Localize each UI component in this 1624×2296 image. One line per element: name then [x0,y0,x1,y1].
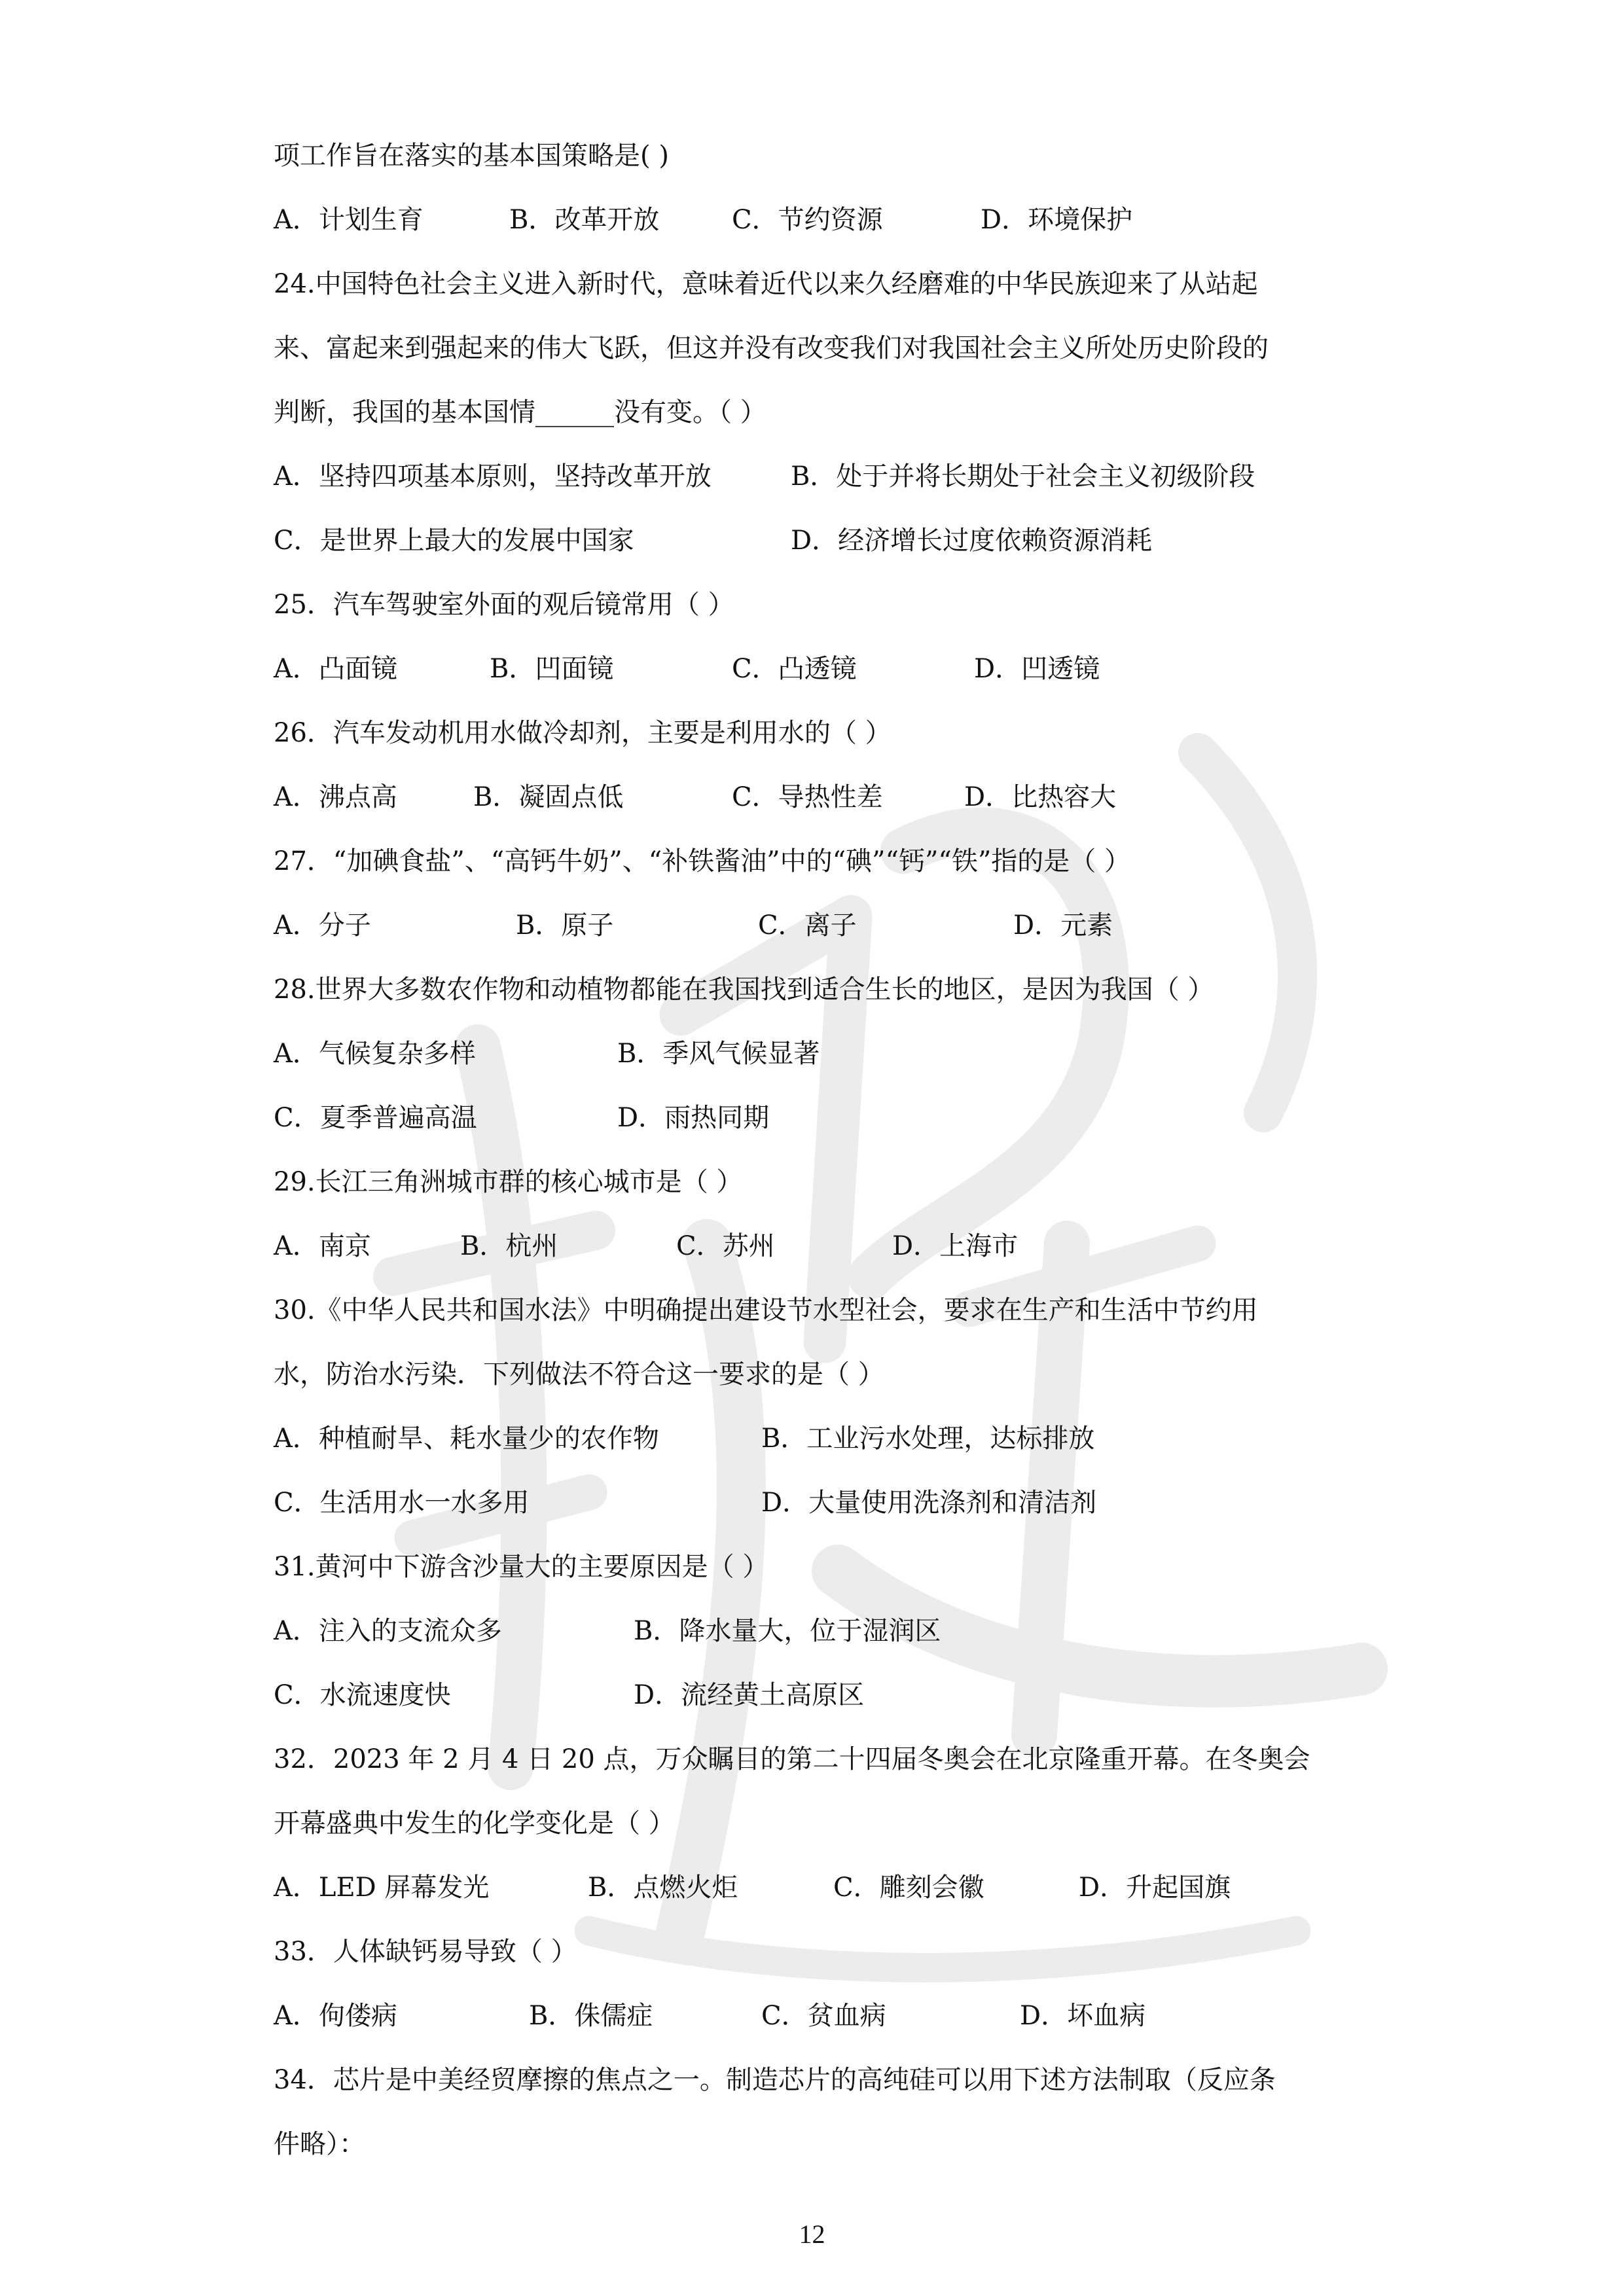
question-28-options-cd [274,1096,1373,1160]
question-30-options-cd [274,1481,1373,1545]
option-c[interactable]: C．夏季普遍高温 [274,1103,477,1133]
question-23-stem-end: 项工作旨在落实的基本国策略是( ) [274,141,669,171]
option-c[interactable]: C．是世界上最大的发展中国家 [274,526,634,556]
option-c[interactable]: C．凸透镜 [732,654,857,684]
option-b[interactable]: B．凹面镜 [490,654,614,684]
option-d[interactable]: D．环境保护 [981,205,1133,235]
question-24-options-ab [274,455,1373,519]
option-b[interactable]: B．改革开放 [509,205,660,235]
option-a[interactable]: A．南京 [274,1231,371,1261]
option-c[interactable]: C．节约资源 [732,205,883,235]
question-27-stem: 27．“加碘食盐”、“高钙牛奶”、“补铁酱油”中的“碘”“钙”“铁”指的是（ ） [274,846,1131,876]
option-c[interactable]: C．导热性差 [732,782,883,812]
option-a[interactable]: A．凸面镜 [274,654,397,684]
question-30-options-ab [274,1417,1373,1481]
question-31-stem: 31.黄河中下游含沙量大的主要原因是（ ） [274,1552,769,1582]
question-list [274,134,1373,2187]
question-32-stem-2: 开幕盛典中发生的化学变化是（ ） [274,1808,675,1839]
question-29-options [274,1225,1373,1289]
option-b[interactable]: B．杭州 [460,1231,558,1261]
option-d[interactable]: D．比热容大 [964,782,1117,812]
question-28-options-ab [274,1032,1373,1096]
question-32-stem-1: 32．2023 年 2 月 4 日 20 点，万众瞩目的第二十四届冬奥会在北京隆重开幕。在冬奥会 [274,1744,1310,1774]
option-c[interactable]: C．生活用水一水多用 [274,1488,530,1518]
question-25-options [274,647,1373,711]
option-a[interactable]: A．气候复杂多样 [274,1039,476,1069]
option-b[interactable]: B．原子 [516,910,614,941]
option-a[interactable]: A．计划生育 [274,205,424,235]
question-26-options [274,776,1373,840]
option-d[interactable]: D．凹透镜 [974,654,1100,684]
option-b[interactable]: B．凝固点低 [473,782,624,812]
question-25-stem: 25．汽车驾驶室外面的观后镜常用（ ） [274,590,734,620]
option-d[interactable]: D．上海市 [892,1231,1019,1261]
option-a[interactable]: A．沸点高 [274,782,397,812]
question-29-stem: 29.长江三角洲城市群的核心城市是（ ） [274,1167,743,1197]
option-d[interactable]: D．流经黄土高原区 [634,1680,865,1710]
option-a[interactable]: A．注入的支流众多 [274,1616,502,1646]
option-b[interactable]: B．侏儒症 [529,2001,653,2031]
question-30-stem-1: 30.《中华人民共和国水法》中明确提出建设节水型社会，要求在生产和生活中节约用 [274,1295,1258,1325]
question-23-options [274,198,1373,262]
question-33-options [274,1994,1373,2058]
option-a[interactable]: A．佝偻病 [274,2001,397,2031]
option-d[interactable]: D．大量使用洗涤剂和清洁剂 [761,1488,1097,1518]
question-33-stem: 33．人体缺钙易导致（ ） [274,1937,577,1967]
question-24-stem-1: 24.中国特色社会主义进入新时代，意味着近代以来久经磨难的中华民族迎来了从站起 [274,269,1258,299]
option-c[interactable]: C．离子 [758,910,857,941]
question-26-stem: 26．汽车发动机用水做冷却剂，主要是利用水的（ ） [274,718,892,748]
option-d[interactable]: D．坏血病 [1020,2001,1146,2031]
question-30-stem-2: 水，防治水污染．下列做法不符合这一要求的是（ ） [274,1359,884,1390]
option-d[interactable]: D．经济增长过度依赖资源消耗 [791,526,1153,556]
option-d[interactable]: D．元素 [1013,910,1113,941]
question-24-stem-3: 判断，我国的基本国情______没有变。（ ） [274,397,767,427]
option-b[interactable]: B．季风气候显著 [617,1039,820,1069]
option-c[interactable]: C．贫血病 [761,2001,886,2031]
question-31-options-ab [274,1609,1373,1674]
option-c[interactable]: C．苏州 [676,1231,775,1261]
question-27-options [274,904,1373,968]
option-a[interactable]: A．种植耐旱、耗水量少的农作物 [274,1424,659,1454]
option-a[interactable]: A．坚持四项基本原则，坚持改革开放 [274,461,712,492]
question-34-stem-1: 34．芯片是中美经贸摩擦的焦点之一。制造芯片的高纯硅可以用下述方法制取（反应条 [274,2065,1276,2095]
question-32-options [274,1866,1373,1930]
option-d[interactable]: D．雨热同期 [617,1103,770,1133]
option-b[interactable]: B．处于并将长期处于社会主义初级阶段 [791,461,1255,492]
question-31-options-cd [274,1674,1373,1738]
option-c[interactable]: C．雕刻会徽 [833,1873,984,1903]
option-a[interactable]: A．LED 屏幕发光 [274,1873,490,1903]
question-34-stem-2: 件略）： [274,2129,365,2159]
page-number: 12 [799,2219,825,2249]
option-b[interactable]: B．工业污水处理，达标排放 [761,1424,1095,1454]
option-c[interactable]: C．水流速度快 [274,1680,451,1710]
option-a[interactable]: A．分子 [274,910,371,941]
option-d[interactable]: D．升起国旗 [1079,1873,1231,1903]
option-b[interactable]: B．降水量大，位于湿润区 [634,1616,941,1646]
question-28-stem: 28.世界大多数农作物和动植物都能在我国找到适合生长的地区，是因为我国（ ） [274,975,1214,1005]
question-24-options-cd [274,519,1373,583]
question-24-stem-2: 来、富起来到强起来的伟大飞跃，但这并没有改变我们对我国社会主义所处历史阶段的 [274,333,1269,363]
option-b[interactable]: B．点燃火炬 [588,1873,738,1903]
